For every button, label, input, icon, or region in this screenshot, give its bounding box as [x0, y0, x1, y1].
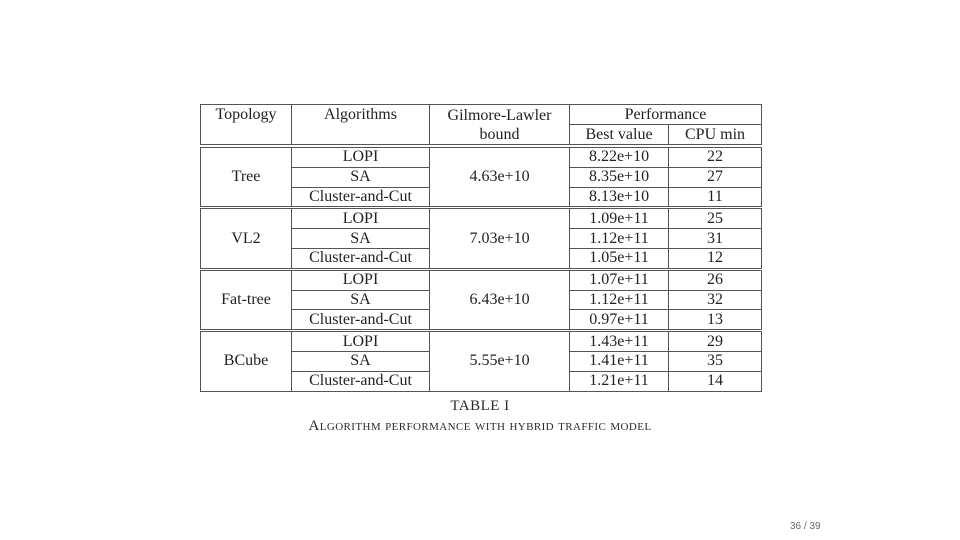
cpu-min-cell: 29 — [669, 331, 762, 352]
cpu-min-cell: 26 — [669, 269, 762, 290]
best-value-cell: 8.13e+10 — [570, 187, 669, 208]
header-algorithms: Algorithms — [292, 105, 430, 147]
best-value-cell: 8.22e+10 — [570, 146, 669, 167]
best-value-cell: 1.12e+11 — [570, 290, 669, 310]
header-bound — [430, 105, 570, 147]
cpu-min-cell: 27 — [669, 167, 762, 187]
bound-cell: 5.55e+10 — [430, 331, 570, 391]
best-value-cell: 1.12e+11 — [570, 229, 669, 249]
algorithm-cell: SA — [292, 167, 430, 187]
header-performance: Performance — [570, 105, 762, 125]
cpu-min-cell: 31 — [669, 229, 762, 249]
header-cpu-min: CPU min — [669, 125, 762, 147]
table-row — [201, 331, 762, 352]
cpu-min-cell: 13 — [669, 310, 762, 331]
table-row — [201, 146, 762, 167]
cpu-min-cell: 35 — [669, 351, 762, 371]
bound-cell: 6.43e+10 — [430, 269, 570, 330]
best-value-cell: 1.41e+11 — [570, 351, 669, 371]
table-caption-subtitle: Algorithm performance with hybrid traffic model — [308, 418, 652, 434]
page-number: 36 / 39 — [790, 521, 821, 532]
table-row — [201, 208, 762, 229]
algorithm-cell: LOPI — [292, 331, 430, 352]
best-value-cell: 1.05e+11 — [570, 248, 669, 269]
algorithm-cell: SA — [292, 290, 430, 310]
best-value-cell: 0.97e+11 — [570, 310, 669, 331]
algorithm-cell: Cluster-and-Cut — [292, 371, 430, 391]
cpu-min-cell: 14 — [669, 371, 762, 391]
algorithm-cell: LOPI — [292, 269, 430, 290]
best-value-cell: 1.09e+11 — [570, 208, 669, 229]
algorithm-cell: Cluster-and-Cut — [292, 310, 430, 331]
performance-table-body — [201, 105, 762, 392]
algorithm-cell: Cluster-and-Cut — [292, 187, 430, 208]
header-best-value: Best value — [570, 125, 669, 147]
cpu-min-cell: 25 — [669, 208, 762, 229]
algorithm-cell: SA — [292, 351, 430, 371]
table-row — [201, 269, 762, 290]
cpu-min-cell: 12 — [669, 248, 762, 269]
topology-cell: VL2 — [201, 208, 292, 269]
header-bound-line2: bound — [479, 125, 520, 143]
topology-cell: Fat-tree — [201, 269, 292, 330]
topology-cell: Tree — [201, 146, 292, 208]
algorithm-cell: LOPI — [292, 146, 430, 167]
bound-cell: 7.03e+10 — [430, 208, 570, 269]
topology-cell: BCube — [201, 331, 292, 391]
cpu-min-cell: 11 — [669, 187, 762, 208]
best-value-cell: 1.21e+11 — [570, 371, 669, 391]
header-bound-line1: Gilmore-Lawler — [447, 106, 552, 124]
header-row — [201, 105, 762, 125]
best-value-cell: 8.35e+10 — [570, 167, 669, 187]
table-caption-title: TABLE I — [450, 398, 510, 414]
cpu-min-cell: 32 — [669, 290, 762, 310]
performance-table — [200, 104, 762, 392]
algorithm-cell: Cluster-and-Cut — [292, 248, 430, 269]
header-topology: Topology — [201, 105, 292, 147]
bound-cell: 4.63e+10 — [430, 146, 570, 208]
best-value-cell: 1.07e+11 — [570, 269, 669, 290]
algorithm-cell: LOPI — [292, 208, 430, 229]
best-value-cell: 1.43e+11 — [570, 331, 669, 352]
algorithm-cell: SA — [292, 229, 430, 249]
cpu-min-cell: 22 — [669, 146, 762, 167]
